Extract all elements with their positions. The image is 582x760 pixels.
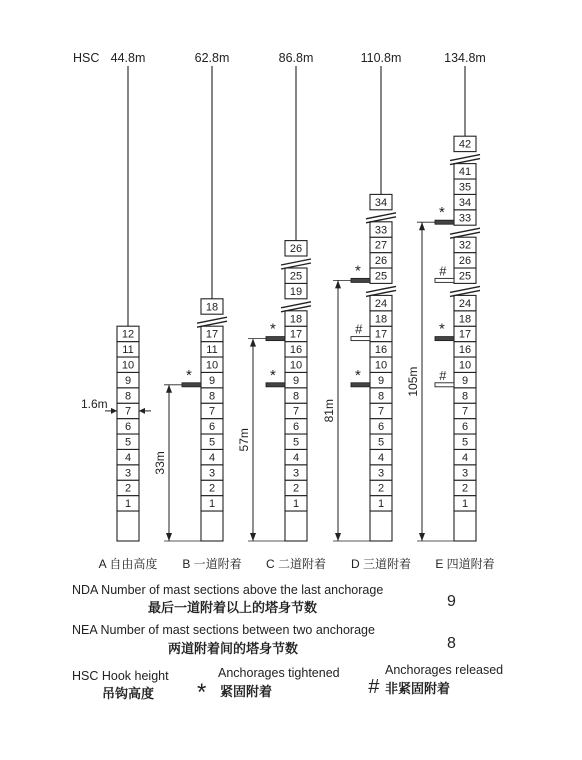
section-number: 11 [122, 344, 134, 357]
section-number: 1 [461, 498, 469, 511]
section-number: 24 [458, 297, 472, 310]
asterisk-icon: * [439, 320, 445, 338]
mast-column-d [322, 51, 411, 571]
legend-hsc-text: HSC Hook height [72, 669, 169, 683]
section-number: 2 [208, 482, 216, 495]
section-number: 2 [124, 482, 132, 495]
section-number: 5 [124, 436, 132, 449]
legend-released-chinese: 非紧固附着 [385, 681, 451, 696]
arrow-down-icon [335, 533, 341, 541]
anchorage-released [435, 278, 454, 282]
section-number: 18 [458, 313, 472, 326]
section-number: 5 [208, 436, 216, 449]
section-number: 12 [121, 328, 135, 341]
section-number: 42 [458, 138, 472, 151]
section-number: 26 [374, 255, 388, 268]
anchor-height-label: 81m [322, 399, 336, 423]
section-number: 4 [292, 451, 300, 464]
section-number: 7 [461, 405, 469, 418]
section-number: 3 [208, 467, 216, 480]
legend-nea-value: 8 [447, 635, 456, 652]
section-number: 33 [374, 224, 388, 237]
anchor-height-label: 33m [153, 451, 167, 475]
arrow-up-icon [419, 222, 425, 230]
mast-base [370, 511, 392, 541]
hsc-label: HSC [73, 51, 100, 65]
section-number: 35 [458, 181, 472, 194]
section-number: 6 [461, 421, 469, 434]
section-number: 26 [289, 243, 303, 256]
section-number: 19 [289, 285, 303, 298]
legend-tightened-chinese: 紧固附着 [220, 684, 273, 699]
asterisk-icon: * [355, 262, 361, 280]
section-number: 7 [292, 405, 300, 418]
section-number: 5 [377, 436, 385, 449]
hash-icon: # [368, 676, 380, 698]
section-number: 18 [205, 301, 219, 314]
section-number: 17 [289, 328, 303, 341]
section-number: 16 [374, 344, 388, 357]
mast-base [285, 511, 307, 541]
section-number: 8 [461, 390, 469, 403]
section-number: 9 [124, 374, 132, 387]
section-number: 10 [289, 359, 303, 372]
hook-height-label: 110.8m [360, 51, 402, 65]
section-number: 17 [205, 328, 219, 341]
section-number: 26 [458, 255, 472, 268]
section-number: 32 [458, 239, 472, 252]
section-number: 9 [292, 374, 300, 387]
anchor-height-label: 105m [406, 366, 420, 397]
hash-icon: # [355, 321, 363, 337]
arrow-left-icon [139, 408, 145, 414]
section-number: 7 [377, 405, 385, 418]
section-number: 8 [377, 390, 385, 403]
legend-nea-text: NEA Number of mast sections between two anchorage [72, 623, 375, 637]
section-number: 3 [124, 467, 132, 480]
section-number: 8 [292, 390, 300, 403]
mast-column-c [237, 51, 326, 571]
section-number: 6 [124, 421, 132, 434]
section-number: 3 [292, 467, 300, 480]
arrow-up-icon [335, 280, 341, 288]
legend-nda-value: 9 [447, 593, 456, 610]
legend-nda-chinese: 最后一道附着以上的塔身节数 [148, 600, 318, 615]
arrow-down-icon [166, 533, 172, 541]
hook-height-label: 44.8m [110, 51, 146, 65]
hash-icon: # [439, 367, 447, 383]
section-number: 25 [458, 270, 472, 283]
section-number: 10 [205, 359, 219, 372]
column-caption: E 四道附着 [435, 557, 495, 571]
section-number: 2 [292, 482, 300, 495]
section-number: 10 [458, 359, 472, 372]
section-number: 6 [208, 421, 216, 434]
mast-base [454, 511, 476, 541]
mast-column-e [406, 51, 495, 571]
anchorage-released [351, 337, 370, 341]
asterisk-icon: * [439, 204, 445, 222]
section-number: 5 [292, 436, 300, 449]
column-caption: C 二道附着 [265, 557, 327, 571]
mast-base [201, 511, 223, 541]
section-number: 27 [374, 239, 388, 252]
section-number: 10 [121, 359, 135, 372]
legend-nea-chinese: 两道附着间的塔身节数 [168, 641, 299, 656]
arrow-down-icon [250, 533, 256, 541]
legend-released-text: Anchorages released [385, 663, 504, 677]
section-number: 34 [458, 196, 472, 209]
column-caption: B 一道附着 [182, 557, 242, 571]
section-number: 24 [374, 297, 388, 310]
section-number: 4 [461, 451, 469, 464]
section-number: 18 [374, 313, 388, 326]
section-number: 4 [208, 451, 216, 464]
section-number: 3 [377, 467, 385, 480]
section-number: 25 [289, 270, 303, 283]
arrow-right-icon [111, 408, 117, 414]
section-number: 9 [377, 374, 385, 387]
section-number: 25 [374, 270, 388, 283]
arrow-up-icon [166, 385, 172, 393]
section-number: 18 [289, 313, 303, 326]
section-number: 17 [374, 328, 388, 341]
legend-nda-text: NDA Number of mast sections above the last anchorage [72, 583, 384, 597]
section-number: 1 [377, 498, 385, 511]
section-number: 2 [461, 482, 469, 495]
section-number: 34 [374, 196, 388, 209]
anchor-height-label: 57m [237, 428, 251, 452]
asterisk-icon: * [355, 366, 361, 384]
hook-height-label: 62.8m [194, 51, 230, 65]
spacing-label: 1.6m [81, 396, 108, 411]
hash-icon: # [439, 263, 447, 279]
arrow-down-icon [419, 533, 425, 541]
section-number: 1 [208, 498, 216, 511]
section-number: 1 [124, 498, 132, 511]
column-caption: D 三道附着 [350, 557, 412, 571]
section-number: 9 [461, 374, 469, 387]
legend-tightened-text: Anchorages tightened [218, 666, 340, 680]
section-number: 11 [206, 344, 218, 357]
asterisk-icon: * [186, 366, 192, 384]
section-number: 6 [377, 421, 385, 434]
hook-height-label: 86.8m [278, 51, 314, 65]
section-number: 10 [374, 359, 388, 372]
section-number: 41 [458, 166, 472, 179]
section-number: 9 [208, 374, 216, 387]
section-number: 7 [208, 405, 216, 418]
section-number: 16 [289, 344, 303, 357]
mast-column-b [153, 51, 242, 571]
section-number: 8 [208, 390, 216, 403]
hook-height-label: 134.8m [444, 51, 486, 65]
section-number: 5 [461, 436, 469, 449]
anchorage-released [435, 383, 454, 387]
column-caption: A 自由高度 [98, 557, 158, 571]
arrow-up-icon [250, 339, 256, 347]
section-number: 4 [124, 451, 132, 464]
mast-column-a [81, 51, 157, 571]
legend [72, 583, 503, 706]
section-number: 7 [124, 405, 132, 418]
legend-hsc-chinese: 吊钩高度 [102, 686, 155, 701]
section-number: 2 [377, 482, 385, 495]
section-number: 4 [377, 451, 385, 464]
section-number: 17 [458, 328, 472, 341]
section-number: 6 [292, 421, 300, 434]
section-number: 8 [124, 390, 132, 403]
section-number: 3 [461, 467, 469, 480]
section-number: 16 [458, 344, 472, 357]
section-number: 33 [458, 212, 472, 225]
mast-base [117, 511, 139, 541]
asterisk-icon: * [270, 366, 276, 384]
asterisk-icon: * [270, 320, 276, 338]
asterisk-icon: * [197, 679, 207, 706]
section-number: 1 [292, 498, 300, 511]
